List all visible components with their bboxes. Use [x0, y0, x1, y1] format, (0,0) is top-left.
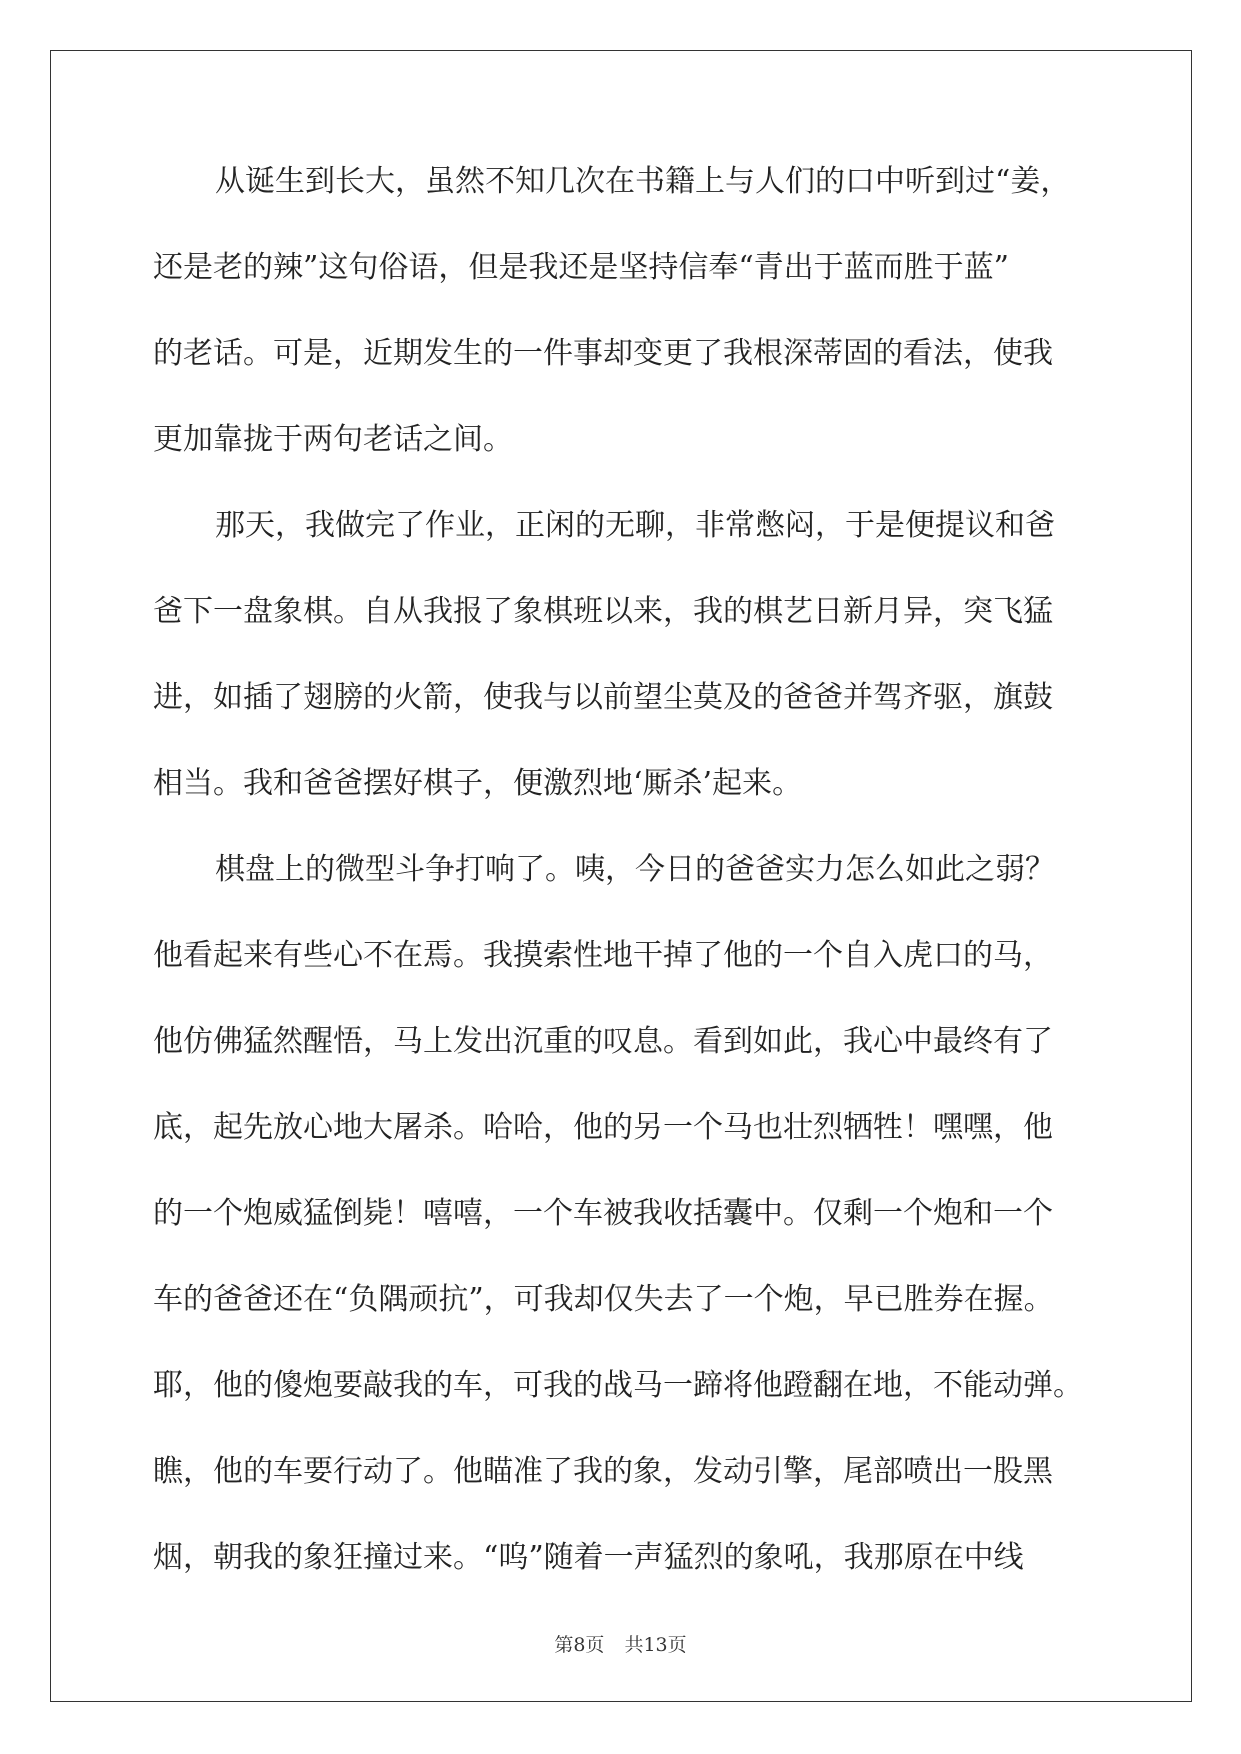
- page-number: 第8页: [554, 1634, 605, 1656]
- text-line: 从诞生到长大，虽然不知几次在书籍上与人们的口中听到过“姜，: [215, 164, 1071, 199]
- text-line: 车的爸爸还在“负隅顽抗”，可我却仅失去了一个炮，早已胜券在握。: [153, 1282, 1054, 1317]
- text-line: 爸下一盘象棋。自从我报了象棋班以来，我的棋艺日新月异，突飞猛: [153, 594, 1053, 629]
- text-line: 他看起来有些心不在焉。我摸索性地干掉了他的一个自入虎口的马，: [153, 938, 1053, 973]
- page-total: 共13页: [624, 1634, 687, 1656]
- text-line: 瞧，他的车要行动了。他瞄准了我的象，发动引擎，尾部喷出一股黑: [153, 1454, 1053, 1489]
- document-body: [153, 162, 1098, 1624]
- text-line: 底，起先放心地大屠杀。哈哈，他的另一个马也壮烈牺牲！嘿嘿，他: [153, 1110, 1053, 1145]
- text-line: 还是老的辣”这句俗语，但是我还是坚持信奉“青出于蓝而胜于蓝”: [153, 250, 1010, 285]
- text-line: 进，如插了翅膀的火箭，使我与以前望尘莫及的爸爸并驾齐驱，旗鼓: [153, 680, 1053, 715]
- text-line: 的一个炮威猛倒毙！嘻嘻，一个车被我收括囊中。仅剩一个炮和一个: [153, 1196, 1053, 1231]
- text-line: 耶，他的傻炮要敲我的车，可我的战马一蹄将他蹬翻在地，不能动弹。: [153, 1368, 1083, 1403]
- text-line: 那天，我做完了作业，正闲的无聊，非常憋闷，于是便提议和爸: [215, 508, 1055, 543]
- text-line: 的老话。可是，近期发生的一件事却变更了我根深蒂固的看法，使我: [153, 336, 1053, 371]
- text-line: 烟，朝我的象狂撞过来。“呜”随着一声猛烈的象吼，我那原在中线: [153, 1540, 1024, 1575]
- text-line: 他仿佛猛然醒悟，马上发出沉重的叹息。看到如此，我心中最终有了: [153, 1024, 1053, 1059]
- text-line: 更加靠拢于两句老话之间。: [153, 422, 513, 457]
- text-line: 棋盘上的微型斗争打响了。咦，今日的爸爸实力怎么如此之弱？: [215, 852, 1055, 887]
- text-line: 相当。我和爸爸摆好棋子，便激烈地‘厮杀’起来。: [153, 766, 803, 801]
- page-footer: [0, 1630, 1241, 1657]
